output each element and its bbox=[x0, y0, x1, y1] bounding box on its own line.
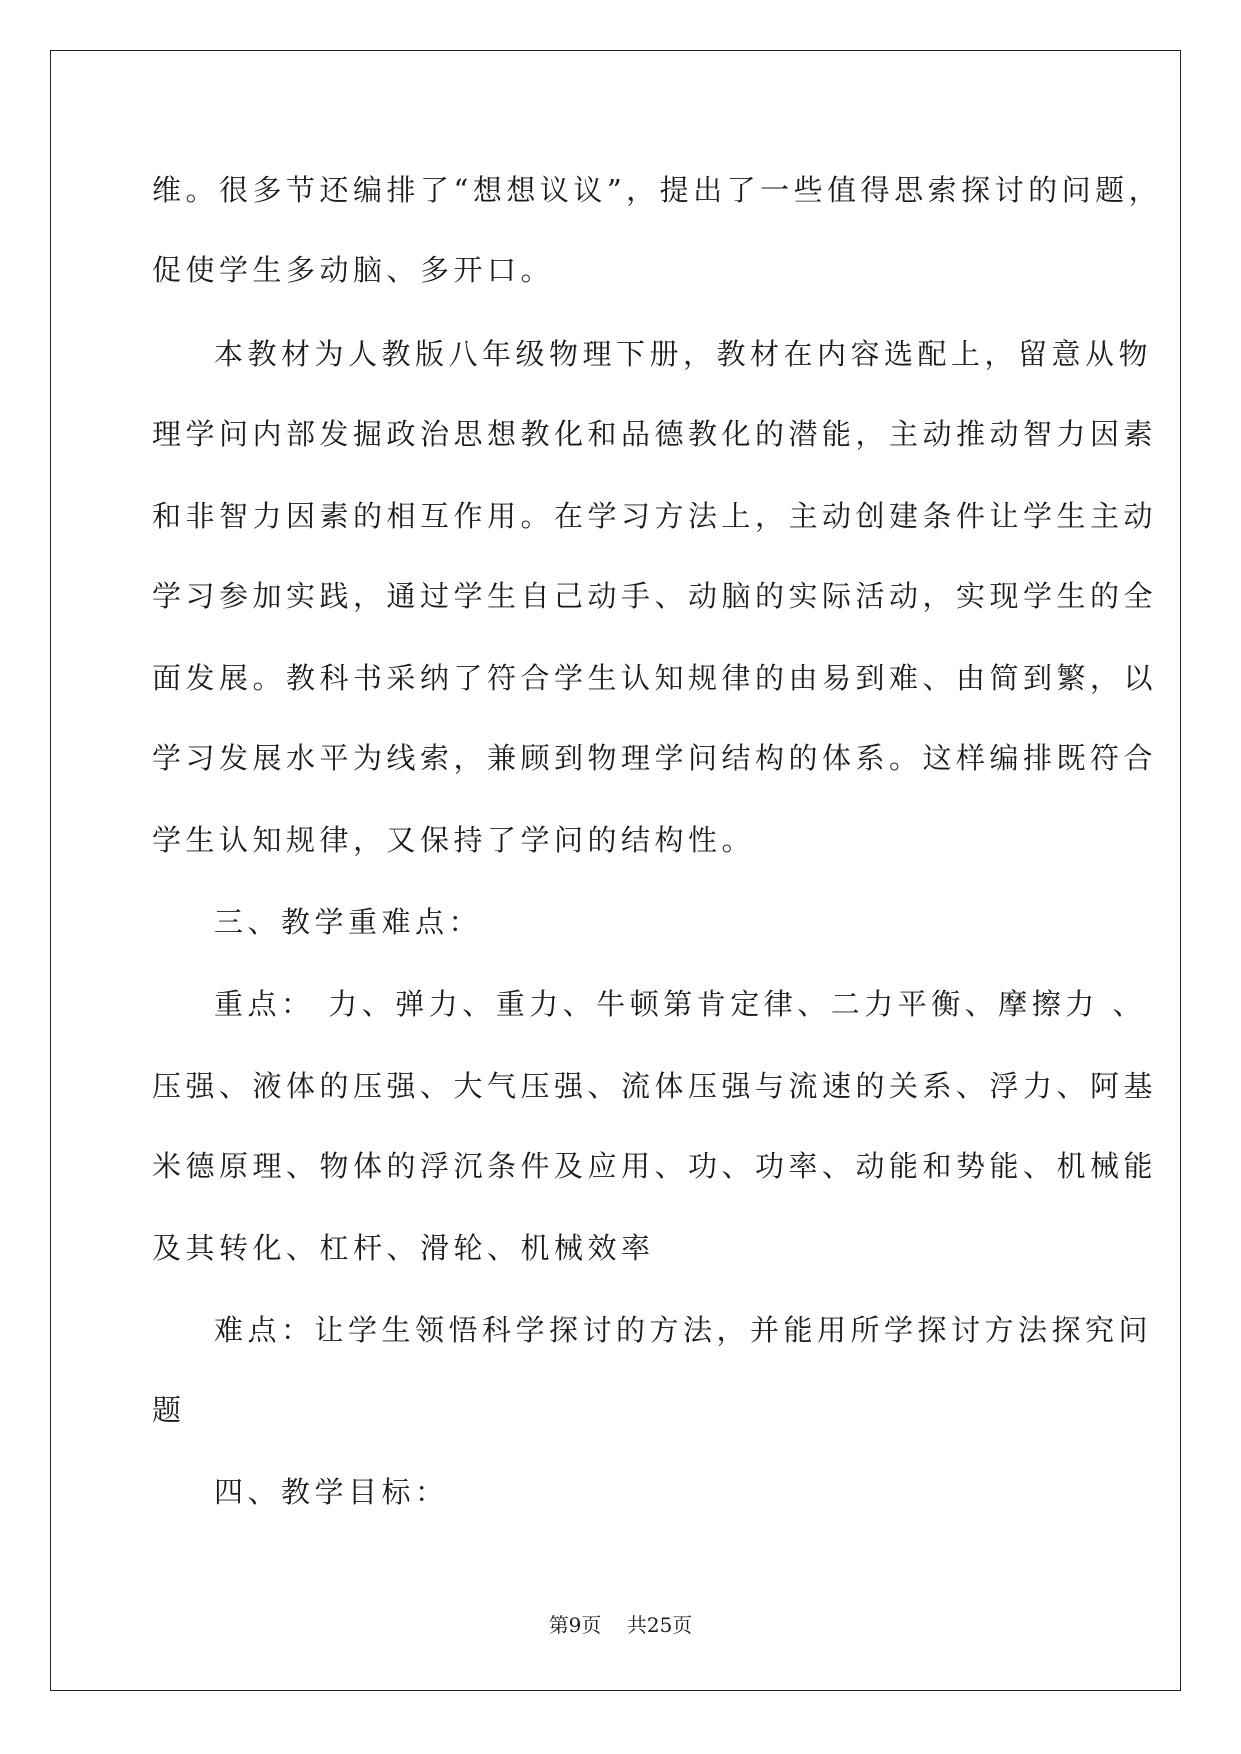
body-line: 压强、液体的压强、大气压强、流体压强与流速的关系、浮力、阿基 bbox=[152, 1069, 1158, 1103]
section-heading: 三、教学重难点： bbox=[214, 905, 483, 939]
body-line: 米德原理、物体的浮沉条件及应用、功、功率、动能和势能、机械能 bbox=[152, 1149, 1158, 1183]
body-line: 理学问内部发掘政治思想教化和品德教化的潜能，主动推动智力因素 bbox=[152, 417, 1158, 451]
body-line: 面发展。教科书采纳了符合学生认知规律的由易到难、由简到繁，以 bbox=[152, 661, 1158, 695]
body-line: 题 bbox=[152, 1393, 186, 1427]
body-line: 学习参加实践，通过学生自己动手、动脑的实际活动，实现学生的全 bbox=[152, 579, 1158, 613]
body-line: 学习发展水平为线索，兼顾到物理学问结构的体系。这样编排既符合 bbox=[152, 741, 1158, 775]
body-line: 和非智力因素的相互作用。在学习方法上，主动创建条件让学生主动 bbox=[152, 499, 1158, 533]
body-line: 学生认知规律，又保持了学问的结构性。 bbox=[152, 823, 756, 857]
page-border bbox=[50, 50, 1181, 1691]
body-line: 维。很多节还编排了“想想议议”，提出了一些值得思索探讨的问题， bbox=[152, 173, 1163, 207]
difficult-points-line: 难点：让学生领悟科学探讨的方法，并能用所学探讨方法探究问 bbox=[214, 1313, 1153, 1347]
section-heading: 四、教学目标： bbox=[214, 1475, 449, 1509]
page-number-footer: 第9页 共25页 bbox=[548, 1613, 693, 1637]
paragraph-start-line: 本教材为人教版八年级物理下册，教材在内容选配上，留意从物 bbox=[214, 337, 1153, 371]
key-points-line: 重点： 力、弹力、重力、牛顿第肯定律、二力平衡、摩擦力 、 bbox=[214, 987, 1146, 1021]
body-line: 促使学生多动脑、多开口。 bbox=[152, 253, 555, 287]
body-line: 及其转化、杠杆、滑轮、机械效率 bbox=[152, 1231, 655, 1265]
